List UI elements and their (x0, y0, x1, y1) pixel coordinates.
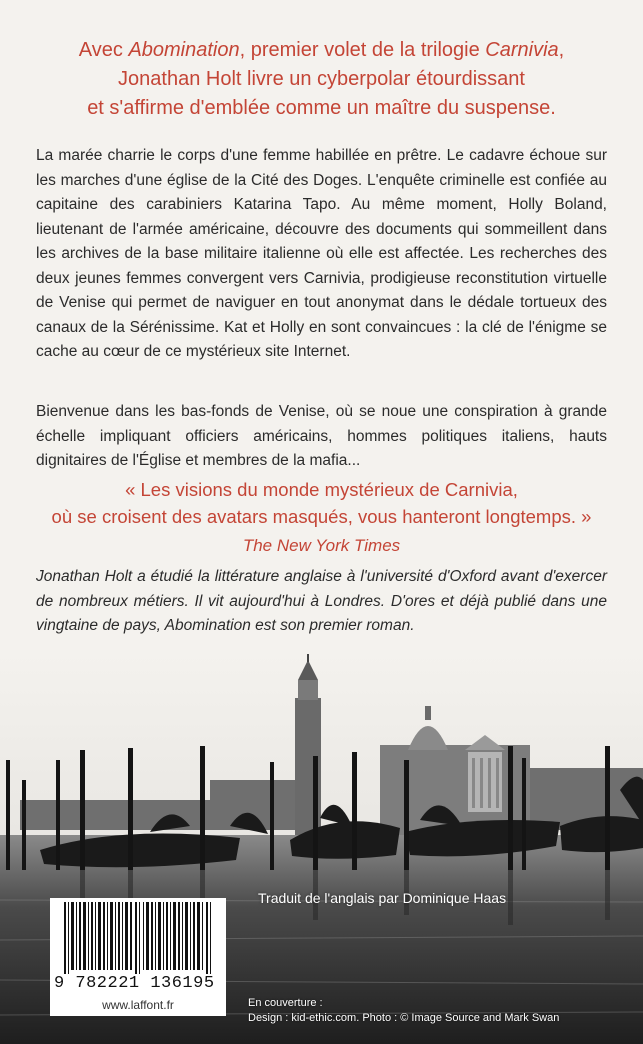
quote-line-2: où se croisent des avatars masqués, vous hanteront longtemps. » (51, 506, 592, 527)
book-title: Abomination (128, 39, 240, 61)
pitch-text (40, 36, 603, 123)
synopsis-paragraph-2: Bienvenue dans les bas-fonds de Venise, où se noue une conspiration à grande échelle impliquant officiers américains, hommes politiques italiens, hauts dignitaires de l'Église et membres de la mafia... (36, 403, 607, 469)
quote-source: The New York Times (242, 536, 401, 555)
synopsis-paragraph-1: La marée charrie le corps d'une femme habillée en prêtre. Le cadavre échoue sur les marches d'une église de la Cité des Doges. L'enquête criminelle est confiée au capitaine des carabiniers Katarina Tapo. Au même moment, Holly Boland, lieutenant de l'armée américaine, découvre des documents qui sommeillent dans les archives de la base militaire italienne où elle est affectée. Les recherches des deux jeunes femmes convergent vers Carnivia, prodigieuse reconstitution virtuelle de Venise qui permet de naviguer en tout anonymat dans le dédale tortueux des canaux de la Sérénissime. Kat et Holly en sont convaincues : la clé de l'énigme se cache au cœur de ce mystérieux site Internet. (36, 147, 607, 360)
pitch-line-2: Jonathan Holt livre un cyberpolar étourdissant (118, 68, 525, 90)
quote-line-1: « Les visions du monde mystérieux de Carnivia, (125, 479, 518, 500)
credits-line-2: Design : kid-ethic.com. Photo : © Image Source and Mark Swan (248, 1012, 560, 1024)
credits-line-1: En couverture : (248, 997, 323, 1009)
publisher-website: www.laffont.fr (102, 998, 174, 1012)
press-quote (40, 476, 603, 559)
pitch-line-3: et s'affirme d'emblée comme un maître du suspense. (87, 97, 556, 119)
cover-credits (248, 996, 559, 1026)
pitch-line-1: Avec Abomination, premier volet de la trilogie Carnivia, (78, 39, 565, 61)
series-title: Carnivia (485, 39, 559, 61)
translator-credit: Traduit de l'anglais par Dominique Haas (258, 890, 507, 906)
barcode-panel (50, 898, 226, 1016)
isbn-barcode (50, 898, 226, 974)
isbn-number: 9 782221 136195 (54, 974, 215, 993)
author-bio: Jonathan Holt a étudié la littérature anglaise à l'université d'Oxford avant d'exercer de nombreux métiers. Il vit aujourd'hui à Londres. D'ores et déjà publié dans une vingtaine de pays, Abomination est son premier roman. (36, 568, 607, 634)
